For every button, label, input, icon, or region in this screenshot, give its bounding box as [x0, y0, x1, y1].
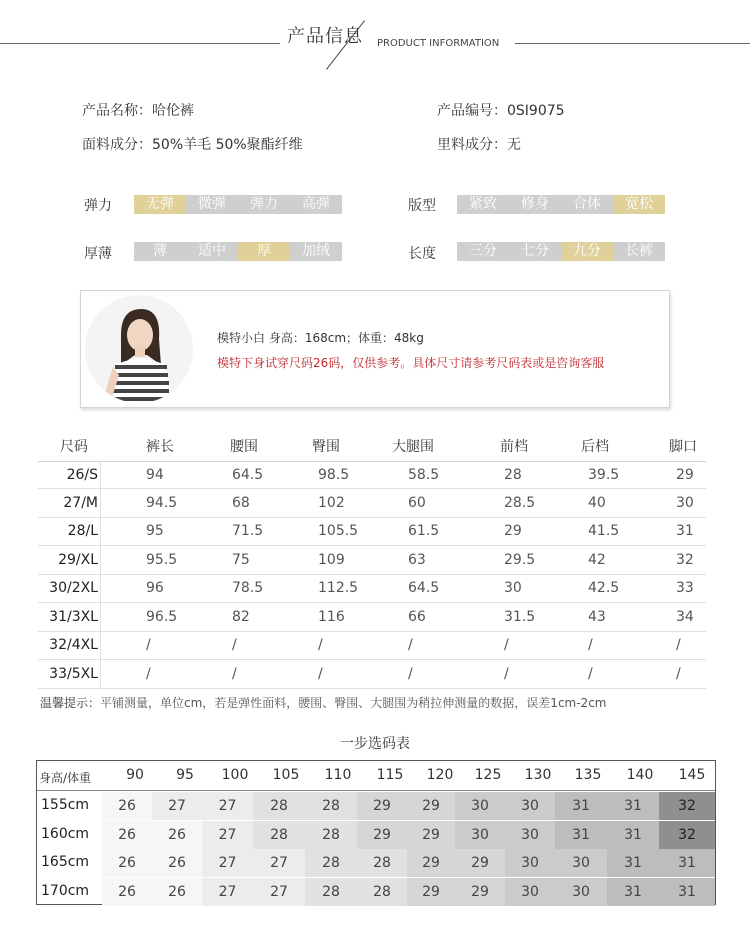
lookup-size-cell: 30: [455, 792, 505, 820]
size-value: 30: [676, 494, 694, 511]
attr-bar-fit: [457, 195, 665, 214]
lookup-size-cell: 30: [505, 849, 555, 877]
size-value: 63: [408, 551, 426, 568]
size-value: 95.5: [146, 551, 178, 568]
lookup-weight-header: 130: [524, 767, 552, 783]
lookup-weight-header: 105: [272, 767, 300, 783]
table-row: [38, 575, 706, 603]
lookup-size-cell: 28: [253, 792, 305, 820]
lookup-height-label: 160cm: [41, 825, 90, 842]
attr-label-elasticity: 弹力: [84, 198, 112, 214]
size-value: /: [676, 665, 681, 682]
size-value: 105.5: [318, 523, 359, 539]
size-value: 29: [504, 523, 522, 539]
lookup-size-cell: 31: [607, 792, 659, 820]
size-label: 27/M: [63, 494, 98, 511]
attr-bar-elasticity: [134, 195, 342, 214]
size-value: 29.5: [504, 551, 536, 568]
size-value: 64.5: [232, 467, 264, 483]
size-value: 43: [588, 608, 606, 625]
size-value: 28: [504, 467, 522, 483]
attr-option: 厚: [238, 242, 290, 261]
lookup-size-cell: 31: [607, 878, 659, 906]
size-table-header: 尺码: [60, 439, 88, 455]
size-value: 30: [504, 580, 522, 596]
lookup-size-cell: 29: [407, 821, 455, 849]
size-value: /: [588, 665, 593, 682]
size-value: /: [588, 637, 593, 653]
lookup-size-cell: 28: [357, 849, 407, 877]
attr-option: 薄: [134, 242, 186, 261]
lookup-size-cell: 29: [455, 878, 505, 906]
lookup-size-cell: 32: [659, 792, 715, 820]
fabric-composition: 面料成分：50%羊毛 50%聚酯纤维: [82, 137, 303, 153]
size-value: 94.5: [146, 494, 178, 511]
lookup-size-cell: 26: [102, 849, 152, 877]
lookup-size-cell: 31: [659, 849, 715, 877]
lookup-size-cell: 27: [202, 792, 253, 820]
lookup-weight-header: 110: [324, 767, 352, 783]
lookup-header-rule: [37, 790, 715, 791]
attr-bar-length: [457, 242, 665, 261]
size-lookup-table: [36, 760, 716, 905]
size-label: 29/XL: [58, 551, 98, 568]
size-value: /: [676, 637, 681, 653]
lookup-size-cell: 31: [607, 821, 659, 849]
lookup-size-cell: 28: [305, 849, 357, 877]
measurement-tip: 温馨提示：平铺测量，单位cm，若是弹性面料，腰围、臀围、大腿围为稍拉伸测量的数据，误差1cm-2cm: [40, 696, 607, 710]
size-value: 75: [232, 551, 250, 568]
size-value: /: [318, 665, 323, 682]
lookup-size-cell: 32: [659, 821, 715, 849]
attr-option: 加绒: [290, 242, 342, 261]
size-value: 68: [232, 494, 250, 511]
lookup-size-cell: 31: [555, 792, 607, 820]
lookup-size-cell: 27: [152, 792, 202, 820]
size-value: 28.5: [504, 494, 536, 511]
section-subtitle: PRODUCT INFORMATION: [377, 38, 500, 49]
attr-option: 微弹: [186, 195, 238, 214]
size-value: 96.5: [146, 608, 178, 625]
table-row: [38, 547, 706, 575]
size-value: 102: [318, 494, 345, 511]
lookup-size-cell: 30: [555, 878, 607, 906]
size-value: 32: [676, 551, 694, 568]
size-value: 71.5: [232, 523, 264, 539]
size-value: 42.5: [588, 580, 620, 596]
lookup-weight-header: 140: [626, 767, 654, 783]
size-value: 64.5: [408, 580, 440, 596]
lookup-size-cell: 27: [253, 878, 305, 906]
lookup-size-cell: 28: [305, 792, 357, 820]
lookup-height-label: 170cm: [41, 882, 90, 899]
size-table-header: 脚口: [669, 439, 697, 455]
size-value: 41.5: [588, 523, 620, 539]
lookup-weight-header: 145: [678, 767, 706, 783]
size-table-header: 大腿围: [392, 439, 434, 455]
attr-option: 九分: [561, 242, 613, 261]
attr-option: 无弹: [134, 195, 186, 214]
lookup-size-cell: 26: [102, 792, 152, 820]
lookup-size-cell: 30: [505, 878, 555, 906]
attr-label-thickness: 厚薄: [84, 246, 112, 262]
lookup-size-cell: 26: [152, 878, 202, 906]
lookup-size-cell: 27: [202, 878, 253, 906]
size-value: /: [146, 665, 151, 682]
size-value: 109: [318, 551, 345, 568]
size-table-header: 后档: [581, 439, 609, 455]
lookup-size-cell: 31: [607, 849, 659, 877]
size-value: 116: [318, 608, 345, 625]
attr-option: 适中: [186, 242, 238, 261]
lookup-size-cell: 31: [555, 821, 607, 849]
product-name: 产品名称：哈伦裤: [82, 103, 194, 119]
lookup-height-label: 155cm: [41, 797, 90, 813]
size-label: 33/5XL: [49, 665, 98, 682]
attr-option: 紧致: [457, 195, 509, 214]
attr-option: 弹力: [238, 195, 290, 214]
size-table-header: 前档: [500, 439, 528, 455]
lookup-weight-header: 90: [126, 767, 144, 783]
size-value: /: [232, 637, 237, 653]
lookup-size-cell: 29: [407, 792, 455, 820]
size-value: 39.5: [588, 467, 620, 483]
table-row: [38, 518, 706, 546]
table-row: [38, 490, 706, 518]
lookup-size-cell: 31: [659, 878, 715, 906]
size-value: 31.5: [504, 608, 536, 625]
lookup-weight-header: 100: [221, 767, 249, 783]
attr-option: 合体: [561, 195, 613, 214]
model-size-note: 模特下身试穿尺码26码，仅供参考。具体尺寸请参考尺码表或是咨询客服: [217, 356, 605, 370]
size-value: 29: [676, 467, 694, 483]
size-value: 78.5: [232, 580, 264, 596]
attr-option: 三分: [457, 242, 509, 261]
lookup-corner-label: 身高/体重: [39, 771, 92, 785]
lookup-size-cell: 27: [202, 821, 253, 849]
size-label: 28/L: [67, 523, 98, 539]
lookup-size-cell: 26: [102, 821, 152, 849]
size-value: 34: [676, 608, 694, 625]
attr-label-length: 长度: [408, 246, 436, 262]
section-title: 产品信息: [287, 26, 363, 47]
lining-composition: 里料成分：无: [437, 137, 521, 153]
lookup-size-cell: 26: [152, 821, 202, 849]
lookup-size-cell: 26: [102, 878, 152, 906]
lookup-size-cell: 30: [505, 792, 555, 820]
size-value: /: [504, 637, 509, 653]
lookup-size-cell: 30: [555, 849, 607, 877]
size-table-header: 裤长: [146, 439, 174, 455]
size-label: 26/S: [66, 467, 98, 483]
table-row: [38, 661, 706, 689]
size-value: 31: [676, 523, 694, 539]
attr-bar-thickness: [134, 242, 342, 261]
lookup-height-label: 165cm: [41, 854, 90, 870]
lookup-size-cell: 28: [253, 821, 305, 849]
lookup-size-cell: 28: [305, 878, 357, 906]
lookup-size-cell: 29: [357, 792, 407, 820]
lookup-size-cell: 26: [152, 849, 202, 877]
model-measurements: 模特小白 身高：168cm；体重：48kg: [217, 331, 424, 345]
lookup-weight-header: 135: [574, 767, 602, 783]
size-table-header: 臀围: [312, 439, 340, 455]
product-code: 产品编号：0SI9075: [437, 103, 565, 119]
lookup-weight-header: 120: [426, 767, 454, 783]
lookup-size-cell: 29: [407, 849, 455, 877]
size-value: 60: [408, 494, 426, 511]
size-value: /: [232, 665, 237, 682]
size-label: 32/4XL: [49, 637, 98, 653]
size-table-header: 腰围: [230, 439, 258, 455]
lookup-weight-header: 125: [474, 767, 502, 783]
size-value: 58.5: [408, 467, 440, 483]
lookup-weight-header: 95: [176, 767, 194, 783]
size-value: 40: [588, 494, 606, 511]
lookup-weight-header: 115: [376, 767, 404, 783]
size-value: 98.5: [318, 467, 350, 483]
table-row: [38, 604, 706, 632]
attr-option: 宽松: [613, 195, 665, 214]
lookup-size-cell: 29: [455, 849, 505, 877]
size-value: /: [408, 665, 413, 682]
size-value: 82: [232, 608, 250, 625]
size-value: 61.5: [408, 523, 440, 539]
size-value: /: [504, 665, 509, 682]
size-value: 112.5: [318, 580, 359, 596]
lookup-size-cell: 27: [202, 849, 253, 877]
attr-option: 高弹: [290, 195, 342, 214]
lookup-size-cell: 27: [253, 849, 305, 877]
attr-label-fit: 版型: [408, 198, 436, 214]
size-lookup-title: 一步选码表: [340, 736, 410, 752]
model-info-box: [80, 290, 670, 408]
size-label: 31/3XL: [49, 608, 98, 625]
size-value: 95: [146, 523, 164, 539]
size-value: /: [146, 637, 151, 653]
size-value: 42: [588, 551, 606, 568]
lookup-size-cell: 28: [305, 821, 357, 849]
attr-option: 修身: [509, 195, 561, 214]
size-value: /: [318, 637, 323, 653]
size-value: 33: [676, 580, 694, 596]
lookup-size-cell: 30: [455, 821, 505, 849]
header-rule-left: [0, 43, 280, 44]
model-photo-icon: [85, 295, 193, 403]
header-rule-right: [515, 43, 750, 44]
lookup-size-cell: 28: [357, 878, 407, 906]
lookup-size-cell: 29: [407, 878, 455, 906]
table-row: [38, 632, 706, 660]
size-value: 94: [146, 467, 164, 483]
size-value: 96: [146, 580, 164, 596]
model-avatar: [85, 295, 193, 403]
lookup-size-cell: 29: [357, 821, 407, 849]
size-value: /: [408, 637, 413, 653]
size-value: 66: [408, 608, 426, 625]
table-row: [38, 461, 706, 489]
attr-option: 七分: [509, 242, 561, 261]
lookup-size-cell: 30: [505, 821, 555, 849]
size-table-divider: [100, 461, 101, 689]
attr-option: 长裤: [613, 242, 665, 261]
size-label: 30/2XL: [49, 580, 98, 596]
